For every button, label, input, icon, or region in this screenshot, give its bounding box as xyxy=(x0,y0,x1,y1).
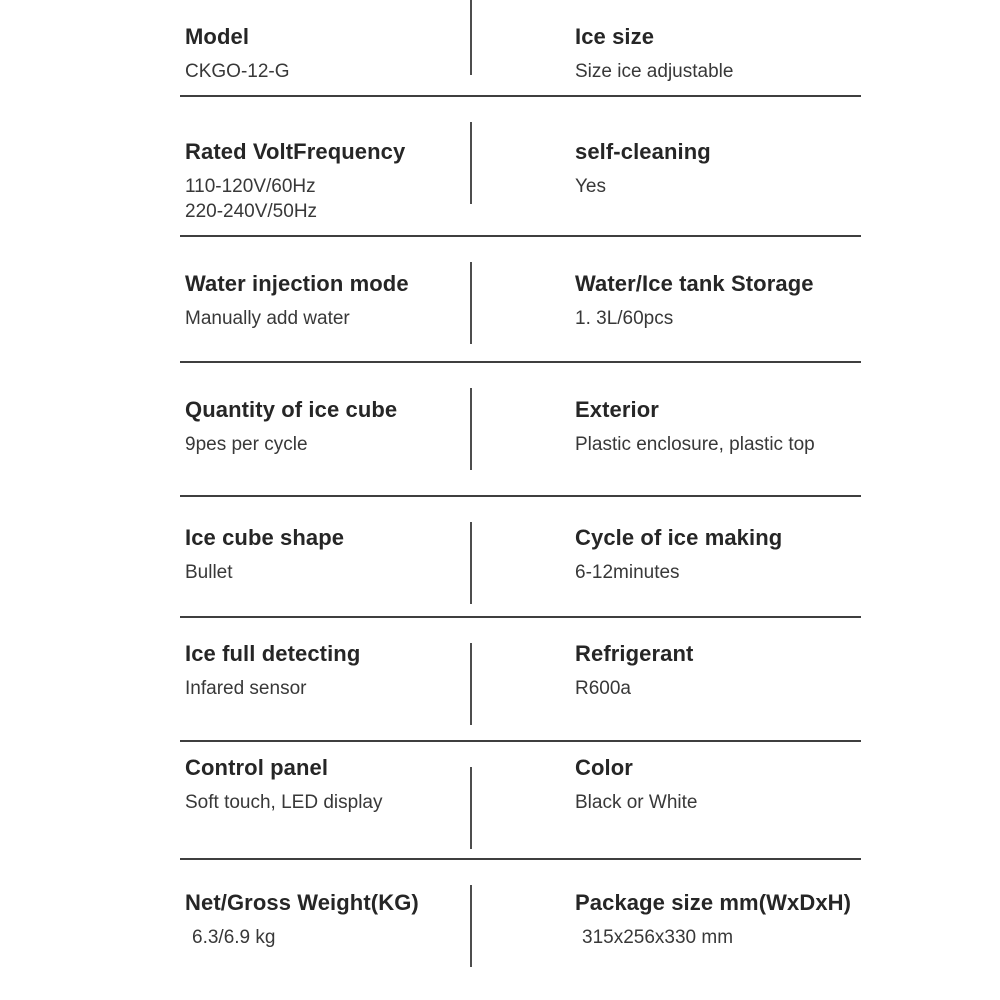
spec-cell-right xyxy=(575,97,861,199)
spec-value xyxy=(185,306,465,331)
spec-cell-left xyxy=(185,97,465,224)
spec-row xyxy=(180,237,861,363)
spec-label: Cycle of ice making xyxy=(575,525,783,550)
spec-value xyxy=(185,560,465,585)
spec-row xyxy=(180,97,861,237)
column-divider-line xyxy=(470,262,472,344)
spec-row xyxy=(180,618,861,742)
spec-label: self-cleaning xyxy=(575,139,711,164)
spec-value xyxy=(575,560,861,585)
spec-cell-left xyxy=(185,497,465,585)
spec-label: Water/Ice tank Storage xyxy=(575,271,814,296)
spec-value-line: 6.3/6.9 kg xyxy=(192,927,276,948)
spec-label: Ice size xyxy=(575,24,655,49)
spec-value xyxy=(575,432,861,457)
spec-cell-right xyxy=(575,497,861,585)
spec-value xyxy=(185,432,465,457)
spec-label: Color xyxy=(575,755,633,780)
spec-value-line: Infared sensor xyxy=(185,678,307,699)
spec-value-line: Black or White xyxy=(575,792,698,813)
spec-value xyxy=(185,174,465,224)
spec-value xyxy=(185,925,465,950)
spec-label: Exterior xyxy=(575,397,659,422)
spec-cell-right xyxy=(575,618,861,701)
spec-row xyxy=(180,497,861,618)
spec-label: Control panel xyxy=(185,755,329,780)
spec-value-line: 315x256x330 mm xyxy=(582,927,734,948)
spec-cell-right xyxy=(575,742,861,815)
spec-value xyxy=(185,790,465,815)
spec-row xyxy=(180,860,861,1000)
spec-row xyxy=(180,742,861,860)
spec-cell-left xyxy=(185,742,465,815)
spec-row xyxy=(180,363,861,497)
spec-value-line: CKGO-12-G xyxy=(185,61,290,82)
spec-cell-right xyxy=(575,363,861,457)
spec-label: Net/Gross Weight(KG) xyxy=(185,890,419,915)
spec-label: Model xyxy=(185,24,250,49)
spec-value xyxy=(575,676,861,701)
column-divider-line xyxy=(470,0,472,75)
spec-cell-left xyxy=(185,237,465,331)
column-divider-line xyxy=(470,885,472,967)
spec-value xyxy=(575,306,861,331)
spec-label: Quantity of ice cube xyxy=(185,397,398,422)
spec-value-line: R600a xyxy=(575,678,631,699)
spec-label: Water injection mode xyxy=(185,271,409,296)
spec-value xyxy=(575,790,861,815)
column-divider-line xyxy=(470,122,472,204)
spec-value xyxy=(575,174,861,199)
spec-value-line: Manually add water xyxy=(185,308,350,329)
spec-value-line: Bullet xyxy=(185,562,233,583)
spec-value-line: Size ice adjustable xyxy=(575,61,734,82)
spec-label: Package size mm(WxDxH) xyxy=(575,890,852,915)
spec-label: Rated VoltFrequency xyxy=(185,139,406,164)
spec-value xyxy=(575,925,861,950)
spec-value xyxy=(185,676,465,701)
spec-cell-left xyxy=(185,0,465,84)
spec-value-line: 220-240V/50Hz xyxy=(185,201,318,222)
column-divider-line xyxy=(470,522,472,604)
spec-label: Ice full detecting xyxy=(185,641,361,666)
spec-cell-left xyxy=(185,618,465,701)
spec-row xyxy=(180,0,861,97)
column-divider-line xyxy=(470,388,472,470)
spec-value-line: 9pes per cycle xyxy=(185,434,308,455)
spec-label: Refrigerant xyxy=(575,641,694,666)
spec-value-line: 110-120V/60Hz xyxy=(185,176,316,197)
spec-value-line: 6-12minutes xyxy=(575,562,680,583)
spec-cell-left xyxy=(185,363,465,457)
column-divider-line xyxy=(470,767,472,849)
spec-value-line: Yes xyxy=(575,176,606,197)
spec-cell-right xyxy=(575,0,861,84)
spec-value-line: Soft touch, LED display xyxy=(185,792,383,813)
spec-value xyxy=(185,59,465,84)
spec-value-line: 1. 3L/60pcs xyxy=(575,308,674,329)
spec-cell-right xyxy=(575,860,861,950)
spec-cell-left xyxy=(185,860,465,950)
spec-value xyxy=(575,59,861,84)
spec-label: Ice cube shape xyxy=(185,525,345,550)
spec-cell-right xyxy=(575,237,861,331)
column-divider-line xyxy=(470,643,472,725)
spec-value-line: Plastic enclosure, plastic top xyxy=(575,434,815,455)
